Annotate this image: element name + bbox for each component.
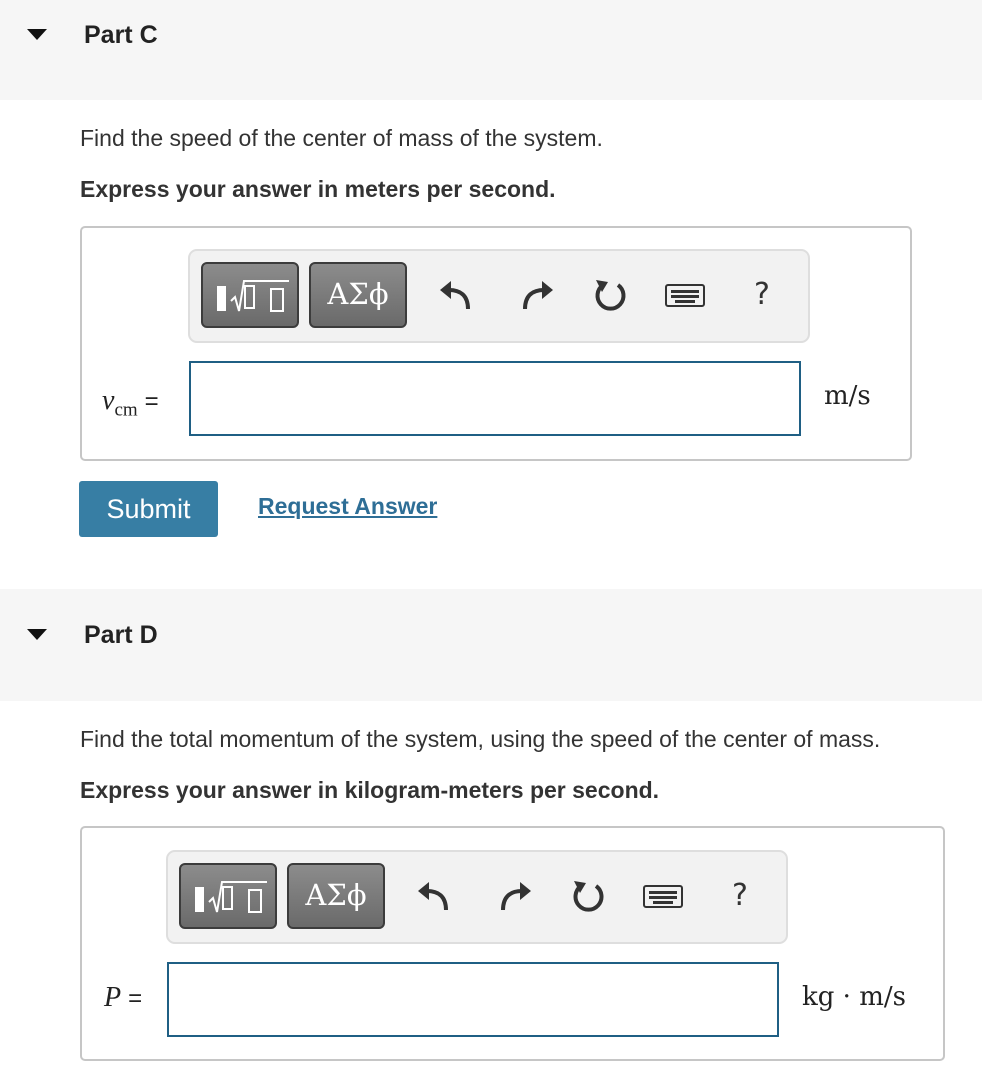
undo-icon[interactable] [416, 878, 456, 914]
part-d-math-toolbar [166, 850, 788, 944]
reset-icon[interactable] [569, 878, 609, 914]
templates-button[interactable] [179, 863, 277, 929]
part-c-title: Part C [84, 21, 158, 49]
part-d-title: Part D [84, 621, 158, 649]
part-d-answer-input[interactable] [167, 962, 779, 1037]
templates-icon [181, 865, 275, 927]
part-c-answer-input[interactable] [189, 361, 801, 436]
undo-icon[interactable] [438, 277, 478, 313]
request-answer-link[interactable]: Request Answer [258, 493, 438, 519]
part-d-instruction: Express your answer in kilogram-meters per second. [80, 777, 660, 803]
reset-icon[interactable] [591, 277, 631, 313]
variable-symbol: v [102, 385, 115, 416]
templates-icon [203, 264, 297, 326]
part-c-answer-box [80, 226, 912, 461]
variable-subscript: cm [114, 399, 138, 421]
collapse-caret-icon[interactable] [27, 629, 47, 640]
variable-symbol: P [104, 982, 122, 1013]
help-button[interactable]: ? [754, 277, 770, 312]
greek-symbols-button[interactable]: ΑΣϕ [309, 262, 407, 328]
submit-button[interactable]: Submit [79, 481, 218, 537]
part-c-variable-label [102, 385, 159, 422]
redo-icon[interactable] [515, 277, 555, 313]
part-c-math-toolbar [188, 249, 810, 343]
part-c-prompt: Find the speed of the center of mass of the system. [80, 125, 603, 151]
part-d-prompt: Find the total momentum of the system, using the speed of the center of mass. [80, 726, 881, 752]
part-d-answer-box [80, 826, 945, 1061]
collapse-caret-icon[interactable] [27, 29, 47, 40]
keyboard-icon[interactable] [642, 878, 684, 914]
templates-button[interactable] [201, 262, 299, 328]
part-c-unit: m/s [824, 381, 871, 411]
redo-icon[interactable] [493, 878, 533, 914]
help-button[interactable]: ? [732, 878, 748, 913]
equals-sign: = [144, 388, 159, 415]
equals-sign: = [128, 985, 143, 1012]
part-c-header[interactable] [0, 0, 982, 100]
part-d-variable-label [104, 982, 142, 1014]
keyboard-icon[interactable] [664, 277, 706, 313]
greek-symbols-button[interactable]: ΑΣϕ [287, 863, 385, 929]
part-d-unit: kg · m/s [802, 982, 906, 1012]
part-d-header[interactable] [0, 589, 982, 701]
part-c-instruction: Express your answer in meters per second. [80, 176, 556, 202]
